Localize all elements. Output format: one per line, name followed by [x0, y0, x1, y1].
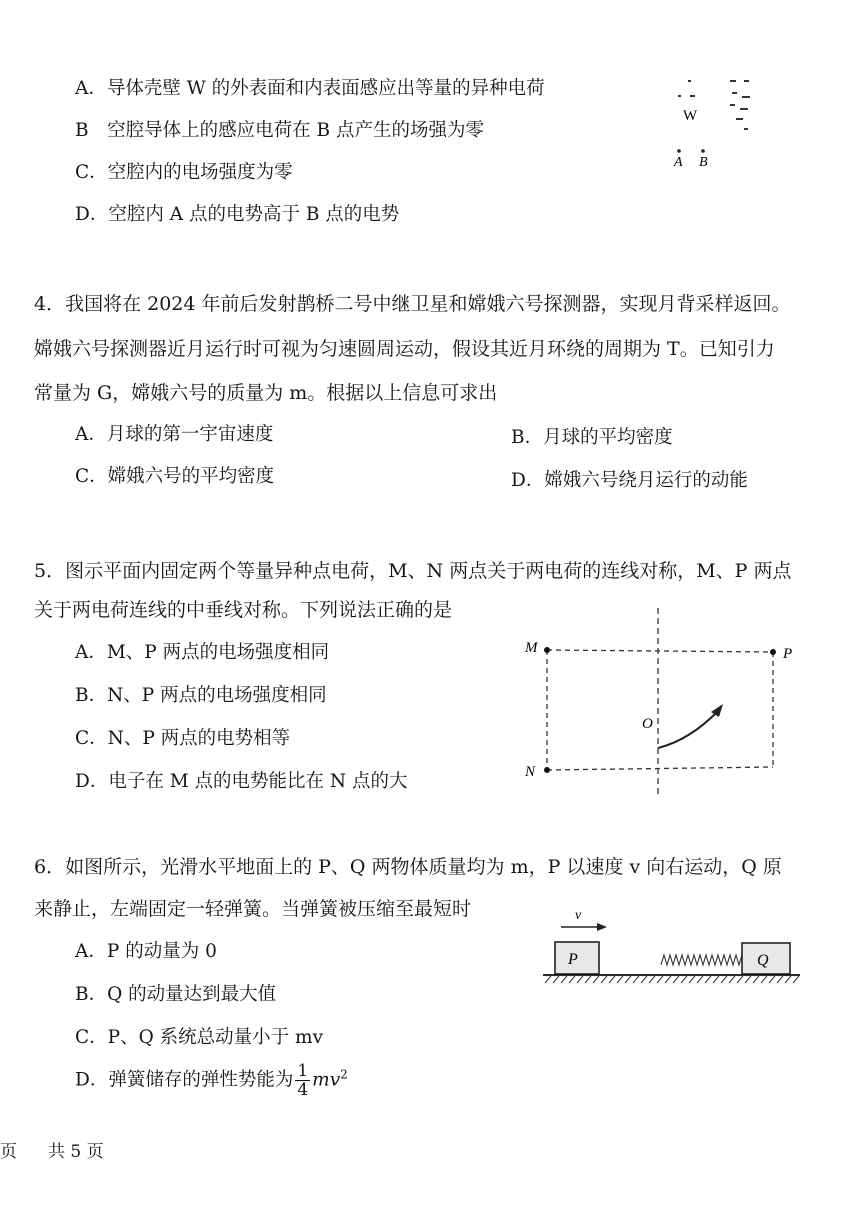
q4-option-a: A．月球的第一宇宙速度 — [75, 424, 274, 445]
point-a — [677, 149, 681, 153]
label-p: P — [783, 646, 793, 662]
label-w: W — [683, 108, 698, 124]
q5-stem-line-2: 关于两电荷连线的中垂线对称。下列说法正确的是 — [34, 599, 453, 621]
q5-stem-line-1: 5．图示平面内固定两个等量异种点电荷，M、N 两点关于两电荷的连线对称，M、P 两点 — [34, 560, 792, 582]
label-b: B — [699, 155, 708, 170]
q3-option-a: A．导体壳壁 W 的外表面和内表面感应出等量的异种电荷 — [75, 78, 545, 99]
q3-option-b: B 空腔导体上的感应电荷在 B 点产生的场强为零 — [75, 120, 484, 141]
q4-stem-line-3: 常量为 G，嫦娥六号的质量为 m。根据以上信息可求出 — [34, 382, 498, 404]
q4-stem-line-1: 4．我国将在 2024 年前后发射鹊桥二号中继卫星和嫦娥六号探测器，实现月背采样返回。 — [34, 293, 791, 315]
q4-option-c: C．嫦娥六号的平均密度 — [75, 466, 275, 487]
dashed-line-n-bottom — [547, 767, 773, 770]
velocity-arrow-icon — [597, 923, 607, 931]
q5-option-c: C．N、P 两点的电势相等 — [75, 728, 291, 749]
q6-figure — [535, 905, 805, 990]
fraction-one-quarter — [295, 1062, 310, 1099]
q3-option-c: C．空腔内的电场强度为零 — [75, 162, 293, 183]
point-p — [770, 649, 776, 655]
label-block-q: Q — [757, 952, 769, 969]
field-line-curve — [658, 710, 719, 748]
label-block-p: P — [568, 951, 578, 968]
q6-stem-line-2: 来静止，左端固定一轻弹簧。当弹簧被压缩至最短时 — [34, 898, 472, 920]
q5-option-b: B．N、P 两点的电场强度相同 — [75, 685, 327, 706]
label-o: O — [642, 716, 653, 732]
q6-option-c: C．P、Q 系统总动量小于 mv — [75, 1027, 324, 1048]
fraction-denominator: 4 — [297, 1080, 309, 1100]
q4-option-b: B．月球的平均密度 — [511, 427, 673, 448]
q5-option-d: D．电子在 M 点的电势能比在 N 点的大 — [75, 771, 408, 792]
q6-option-d-text: D．弹簧储存的弹性势能为 — [75, 1069, 294, 1091]
q3-figure — [670, 70, 765, 180]
point-m — [544, 647, 550, 653]
q3-option-d: D．空腔内 A 点的电势高于 B 点的电势 — [75, 204, 400, 225]
ground-hatching — [545, 976, 799, 983]
q5-option-a: A．M、P 两点的电场强度相同 — [75, 642, 330, 663]
q4-stem-line-2: 嫦娥六号探测器近月运行时可视为匀速圆周运动，假设其近月环绕的周期为 T。已知引力 — [34, 338, 775, 360]
footer-total-pages: 共 5 页 — [48, 1142, 104, 1162]
label-n: N — [525, 764, 536, 780]
fraction-numerator: 1 — [297, 1061, 309, 1081]
q6-option-b: B．Q 的动量达到最大值 — [75, 984, 277, 1005]
q6-stem-line-1: 6．如图所示，光滑水平地面上的 P、Q 两物体质量均为 m，P 以速度 v 向右运动，Q 原 — [34, 856, 782, 878]
q6-option-d-mv: mv — [312, 1069, 341, 1091]
q6-option-d-exponent: 2 — [340, 1067, 348, 1082]
label-a: A — [674, 155, 683, 170]
dashed-line-mp — [547, 650, 773, 652]
footer-page-fragment: 页 — [0, 1142, 17, 1162]
q6-option-d — [75, 1062, 348, 1099]
label-v: v — [575, 908, 582, 923]
point-b — [701, 149, 705, 153]
q5-figure — [515, 600, 805, 805]
label-m: M — [525, 640, 538, 656]
point-n — [544, 767, 550, 773]
q4-option-d: D．嫦娥六号绕月运行的动能 — [511, 470, 748, 491]
q6-option-a: A．P 的动量为 0 — [75, 941, 217, 962]
